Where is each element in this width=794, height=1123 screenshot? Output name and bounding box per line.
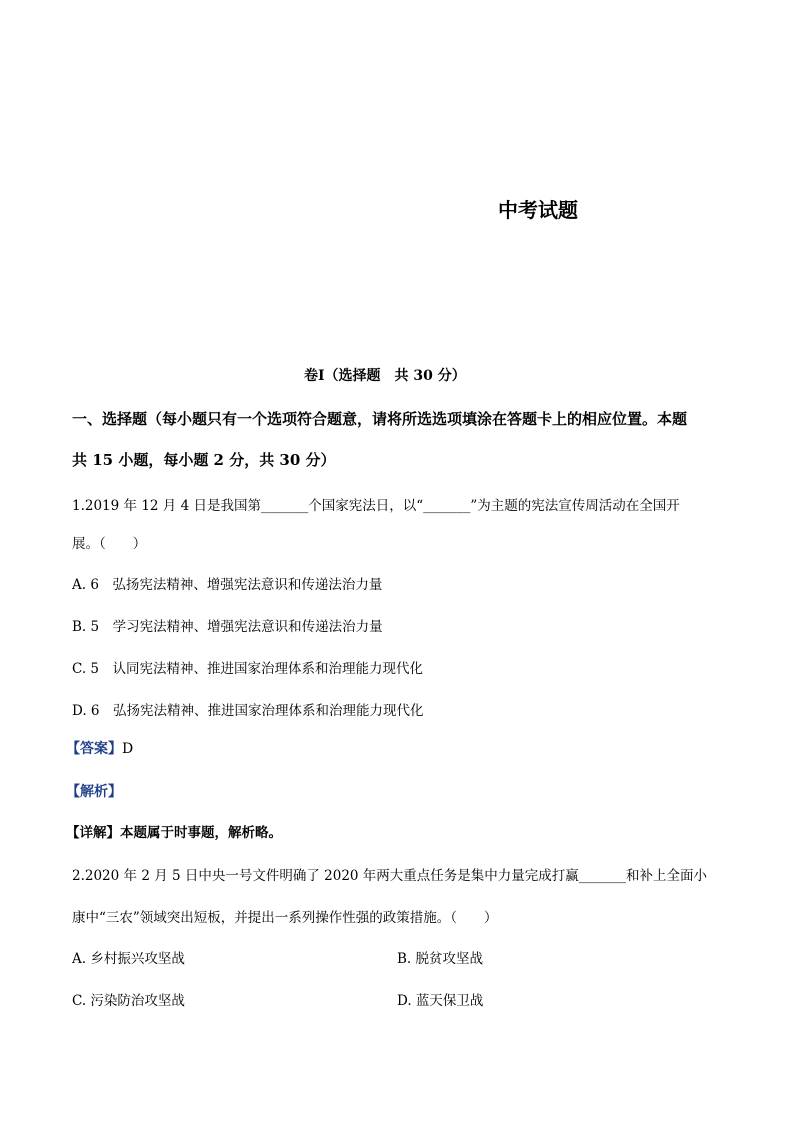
question-1-stem-line-1: 1.2019 年 12 月 4 日是我国第_______个国家宪法日，以“_______”为主题的宪法宣传周活动在全国开 [72,498,680,514]
section-instructions-line-2: 共 15 小题，每小题 2 分，共 30 分） [72,451,336,469]
question-1-stem-line-2: 展。（ ） [72,536,147,552]
question-1-option-d: D. 6 弘扬宪法精神、推进国家治理体系和治理能力现代化 [72,703,424,719]
question-2-option-b: B. 脱贫攻坚战 [397,951,484,967]
question-2-option-d: D. 蓝天保卫战 [397,993,484,1009]
question-1-detail: 【详解】本题属于时事题，解析略。 [66,825,282,841]
question-2-option-c: C. 污染防治攻坚战 [72,993,185,1009]
question-1-option-a: A. 6 弘扬宪法精神、增强宪法意识和传递法治力量 [72,577,383,593]
question-1-option-b: B. 5 学习宪法精神、增强宪法意识和传递法治力量 [72,619,383,635]
page-title: 中考试题 [498,198,578,222]
question-2-stem-line-1: 2.2020 年 2 月 5 日中央一号文件明确了 2020 年两大重点任务是集中力量完成打赢_______和补上全面小 [72,868,708,884]
question-2-option-a: A. 乡村振兴攻坚战 [72,951,185,967]
volume-title: 卷Ⅰ（选择题 共 30 分） [304,368,466,384]
section-instructions-line-1: 一、选择题（每小题只有一个选项符合题意，请将所选选项填涂在答题卡上的相应位置。本题 [72,410,688,428]
question-1-answer [66,738,133,758]
answer-value: D [122,741,134,757]
question-1-option-c: C. 5 认同宪法精神、推进国家治理体系和治理能力现代化 [72,661,424,677]
question-1-analysis-label: 【解析】 [66,784,122,800]
question-2-stem-line-2: 康中“三农”领域突出短板，并提出一系列操作性强的政策措施。（ ） [72,910,498,926]
answer-label: 【答案】 [66,741,122,757]
